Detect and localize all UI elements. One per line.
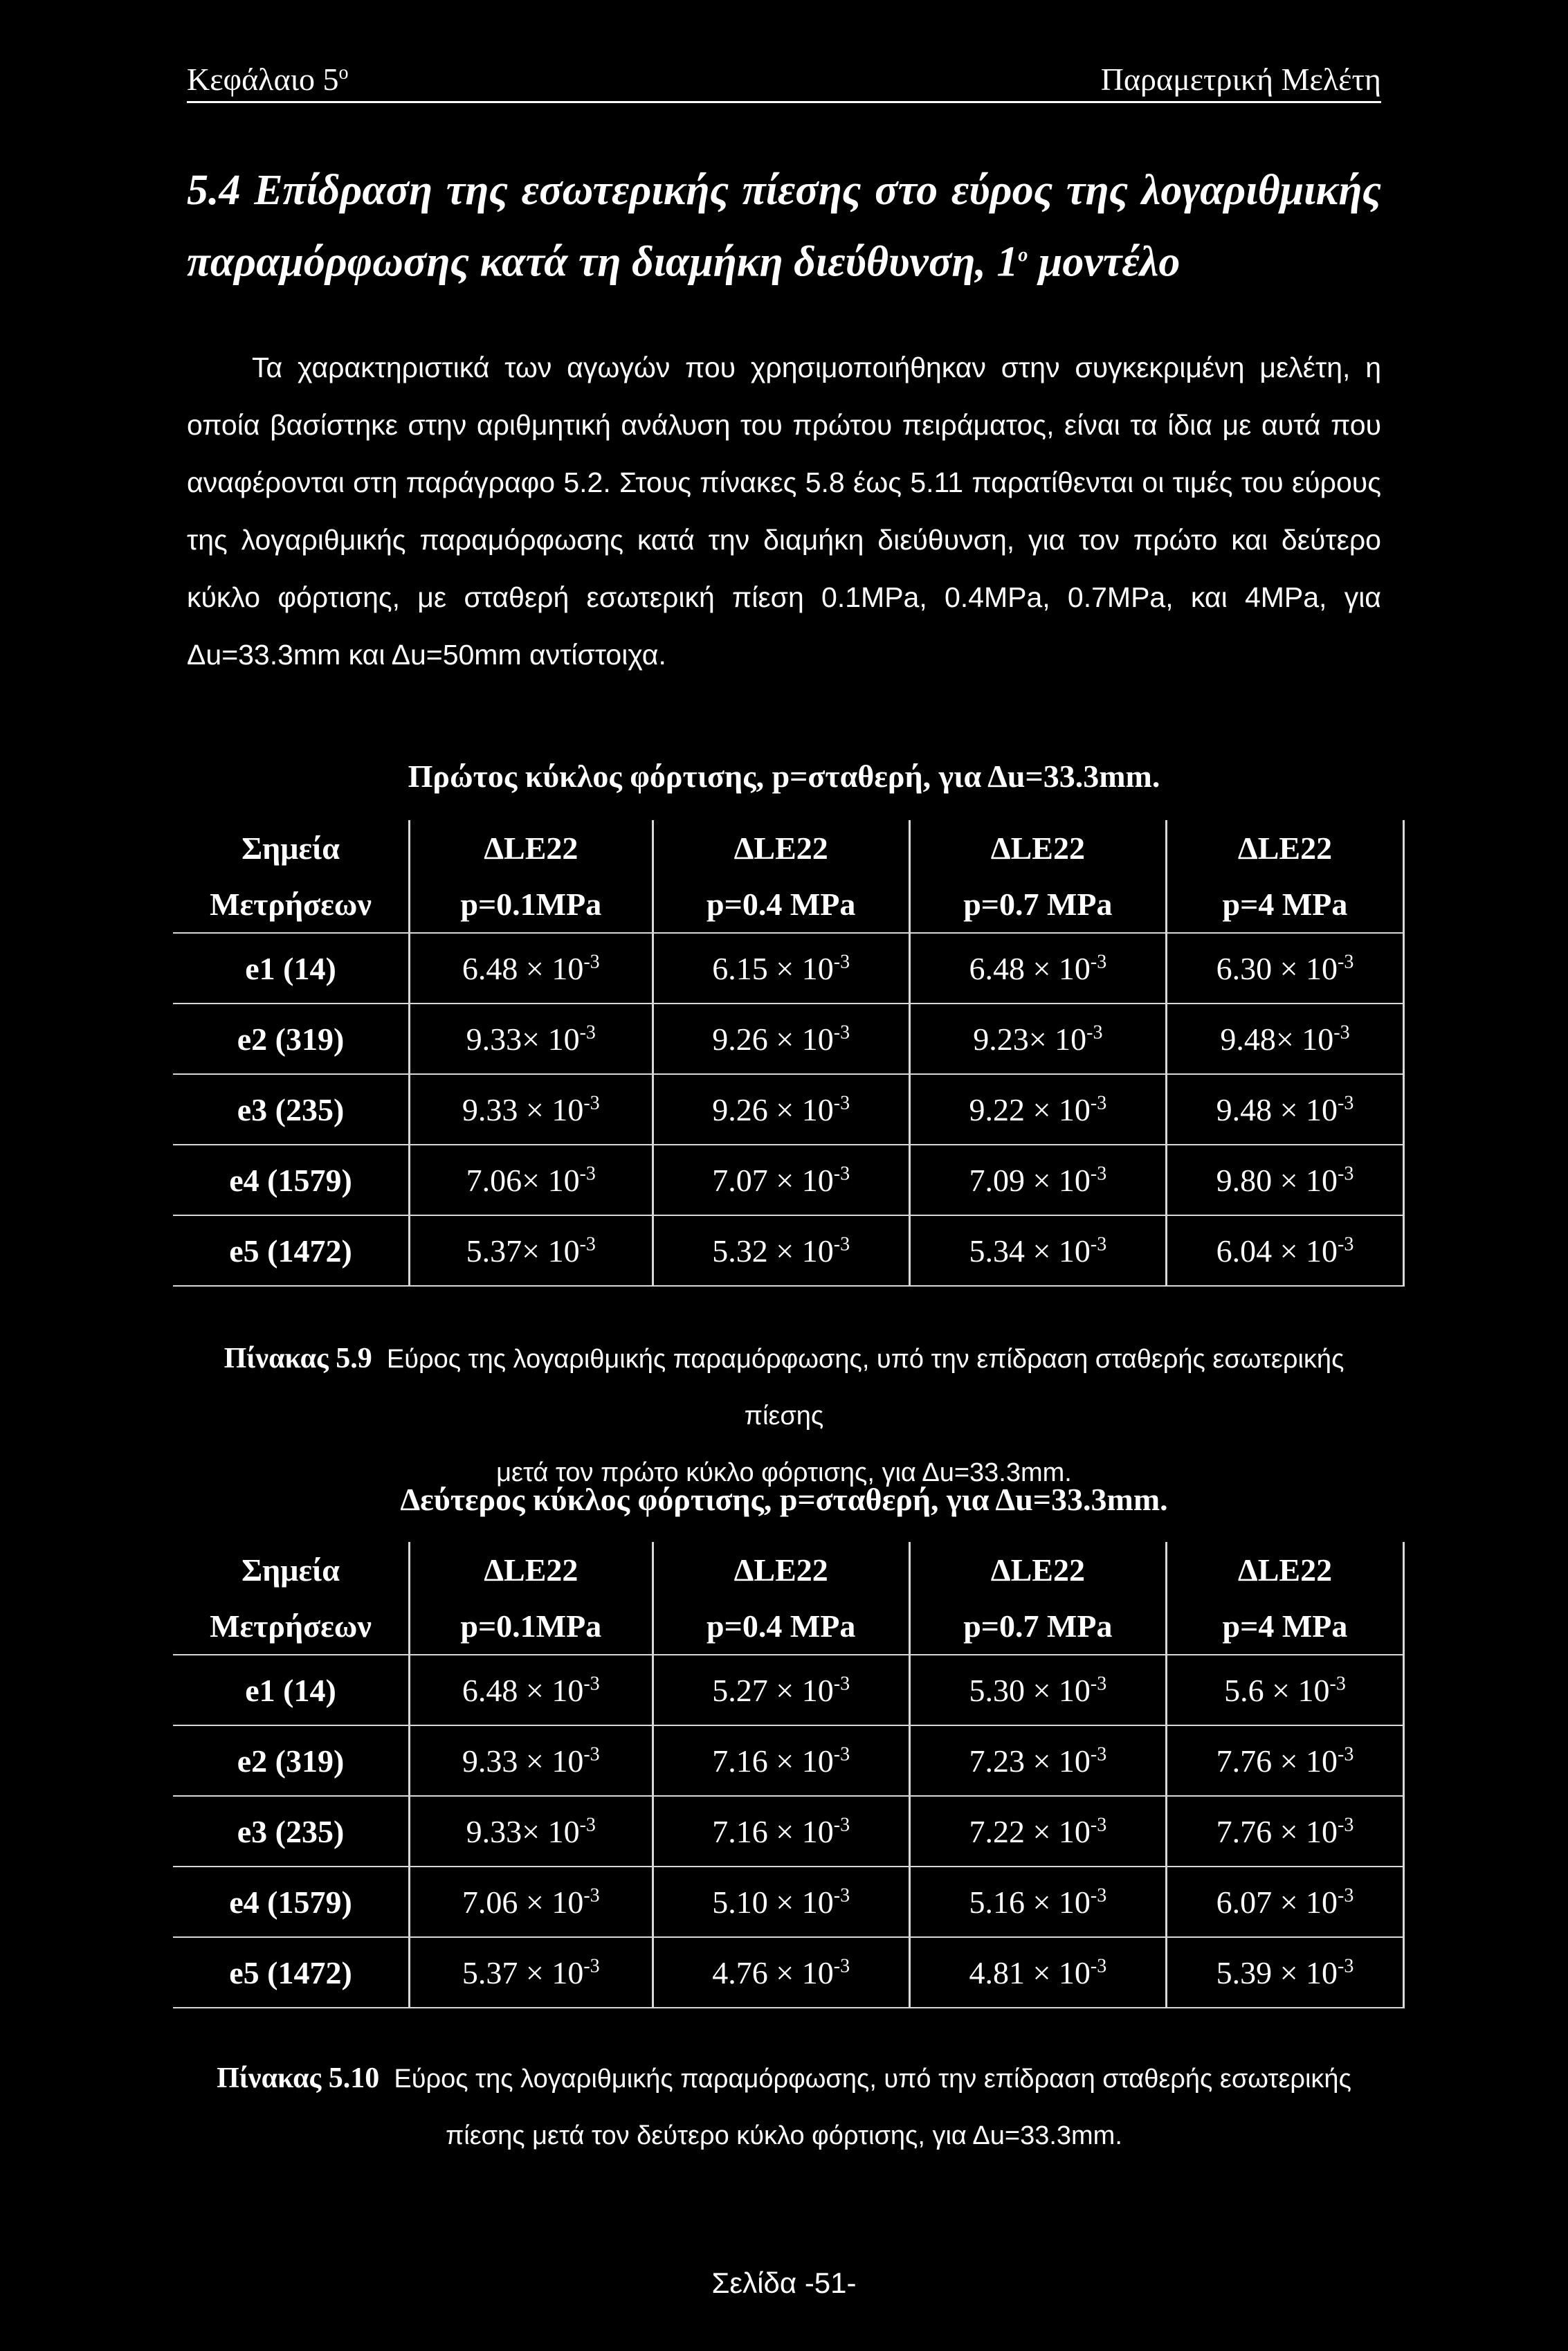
table2-point-cell: e2 (319) [173, 1725, 410, 1796]
table1-value-cell: $9.26 \times 10^{-3}$ [653, 1074, 909, 1145]
table2-point-cell: e1 (14) [173, 1655, 410, 1725]
table-row [173, 1867, 1404, 1937]
table1-head-cell: p=0.7 MPa [909, 876, 1166, 933]
table1 [173, 820, 1405, 1287]
table2-value-cell: $5.10 \times 10^{-3}$ [653, 1867, 909, 1937]
table2-value-cell: $5.27 \times 10^{-3}$ [653, 1655, 909, 1725]
table2-head-cell: ΔLE22 [653, 1542, 909, 1598]
table2-head-cell: p=0.1MPa [410, 1598, 653, 1655]
table2-title: Δεύτερος κύκλος φόρτισης, p=σταθερή, για Δu=33.3mm. [400, 1482, 1168, 1517]
table2-head-row-1 [173, 1542, 1404, 1598]
table1-head-cell: ΔLE22 [1166, 820, 1403, 876]
table1-title: Πρώτος κύκλος φόρτισης, p=σταθερή, για Δu=33.3mm. [408, 759, 1160, 794]
table1-value-cell: $9.23\times 10^{-3}$ [909, 1004, 1166, 1074]
table2-head-cell: ΔLE22 [410, 1542, 653, 1598]
table1-value-cell: $6.48 \times 10^{-3}$ [909, 933, 1166, 1004]
table2-value-cell: $5.16 \times 10^{-3}$ [909, 1867, 1166, 1937]
table2-value-cell: $5.37 \times 10^{-3}$ [410, 1937, 653, 2008]
body-text [187, 339, 1381, 684]
paragraph: Τα χαρακτηριστικά των αγωγών που χρησιμοποιήθηκαν στην συγκεκριμένη μελέτη, η οποία βασίστηκε στην αριθμητική ανάλυση του πρώτου πειράματος, είναι τα ίδια με αυτά που αναφέρονται στη παράγραφο 5.2. Στους πίνακες 5.8 έως 5.11 παρατίθενται οι τιμές του εύρους της λογαριθμικής παραμόρφωσης κατά την διαμήκη διεύθυνση, για τον πρώτο και δεύτερο κύκλο φόρτισης, με σταθερή εσωτερική πίεση 0.1MPa, 0.4MPa, 0.7MPa, και 4MPa, για Δu=33.3mm και Δu=50mm αντίστοιχα. [187, 352, 1381, 671]
table-row [173, 1655, 1404, 1725]
table1-value-cell: $6.04 \times 10^{-3}$ [1166, 1215, 1403, 1286]
table1-head-row-1 [173, 820, 1404, 876]
table2-caption-line-2: πίεσης μετά τον δεύτερο κύκλο φόρτισης, για Δu=33.3mm. [446, 2121, 1122, 2150]
table2-value-cell: $7.76 \times 10^{-3}$ [1166, 1725, 1403, 1796]
table2-caption-line-1: Πίνακας 5.10 Εύρος της λογαριθμικής παραμόρφωσης, υπό την επίδραση σταθερής εσωτερικής [217, 2062, 1351, 2094]
header-rule [187, 101, 1381, 103]
table2-value-cell: $6.48 \times 10^{-3}$ [410, 1655, 653, 1725]
table2-caption-label: Πίνακας 5.10 [217, 2062, 380, 2094]
table1-head-cell: ΔLE22 [653, 820, 909, 876]
table-row [173, 1074, 1404, 1145]
table2-head-cell: p=0.4 MPa [653, 1598, 909, 1655]
table2-value-cell: $9.33\times 10^{-3}$ [410, 1796, 653, 1867]
table2-point-cell: e5 (1472) [173, 1937, 410, 2008]
table1-value-cell: $7.07 \times 10^{-3}$ [653, 1145, 909, 1215]
table2-head-cell: p=0.7 MPa [909, 1598, 1166, 1655]
header-chapter: Κεφάλαιο $5^o$ [187, 62, 349, 97]
section-title: 5.4 Επίδραση της εσωτερικής πίεσης στο εύρος της λογαριθμικής παραμόρφωσης κατά τη διαμήκη διεύθυνση, $1^o$ μοντέλο [187, 167, 1381, 286]
table1-head-cell: p=0.1MPa [410, 876, 653, 933]
table1-point-cell: e5 (1472) [173, 1215, 410, 1286]
table2-head-cell: ΔLE22 [909, 1542, 1166, 1598]
table2-head-row-2 [173, 1598, 1404, 1655]
header-chapter-sup: ο [338, 62, 349, 84]
table1-point-cell: e3 (235) [173, 1074, 410, 1145]
table2 [173, 1542, 1405, 2008]
table2-head-cell: Μετρήσεων [173, 1598, 410, 1655]
table2-value-cell: $5.39 \times 10^{-3}$ [1166, 1937, 1403, 2008]
table-row [173, 933, 1404, 1004]
table2-value-cell: $7.23 \times 10^{-3}$ [909, 1725, 1166, 1796]
table1-point-cell: e4 (1579) [173, 1145, 410, 1215]
table1-caption [187, 1330, 1381, 1501]
table2-value-cell: $7.06 \times 10^{-3}$ [410, 1867, 653, 1937]
table1-value-cell: $6.15 \times 10^{-3}$ [653, 933, 909, 1004]
table1-point-cell: e2 (319) [173, 1004, 410, 1074]
table-row [173, 1145, 1404, 1215]
table2-value-cell: $7.22 \times 10^{-3}$ [909, 1796, 1166, 1867]
table1-value-cell: $5.32 \times 10^{-3}$ [653, 1215, 909, 1286]
table1-caption-line-1: Πίνακας 5.9 Εύρος της λογαριθμικής παραμόρφωσης, υπό την επίδραση σταθερής εσωτερικής πίεσης [224, 1343, 1344, 1431]
table2-value-cell: $7.16 \times 10^{-3}$ [653, 1725, 909, 1796]
table2-caption [187, 2050, 1381, 2164]
header-section: Παραμετρική Μελέτη [1100, 62, 1381, 97]
table1-value-cell: $9.22 \times 10^{-3}$ [909, 1074, 1166, 1145]
table1-caption-line-2: μετά τον πρώτο κύκλο φόρτισης, για Δu=33.3mm. [496, 1458, 1072, 1487]
table1-value-cell: $9.80 \times 10^{-3}$ [1166, 1145, 1403, 1215]
table1-value-cell: $9.33 \times 10^{-3}$ [410, 1074, 653, 1145]
table2-value-cell: $4.76 \times 10^{-3}$ [653, 1937, 909, 2008]
section-title-sup: ο [1018, 244, 1028, 266]
table1-head-cell: Μετρήσεων [173, 876, 410, 933]
table1-head-cell: ΔLE22 [909, 820, 1166, 876]
table1-head-cell: p=4 MPa [1166, 876, 1403, 933]
table-row [173, 1004, 1404, 1074]
table1-value-cell: $6.48 \times 10^{-3}$ [410, 933, 653, 1004]
table2-head-cell: p=4 MPa [1166, 1598, 1403, 1655]
table1-value-cell: $9.26 \times 10^{-3}$ [653, 1004, 909, 1074]
table-row [173, 1725, 1404, 1796]
table1-head-cell: Σημεία [241, 830, 340, 866]
table2-value-cell: $7.16 \times 10^{-3}$ [653, 1796, 909, 1867]
table1-caption-label: Πίνακας 5.9 [224, 1343, 372, 1374]
table2-point-cell: e3 (235) [173, 1796, 410, 1867]
table1-value-cell: $7.06\times 10^{-3}$ [410, 1145, 653, 1215]
table2-point-cell: e4 (1579) [173, 1867, 410, 1937]
table1-value-cell: $9.48\times 10^{-3}$ [1166, 1004, 1403, 1074]
table1-value-cell: $6.30 \times 10^{-3}$ [1166, 933, 1403, 1004]
table2-value-cell: $5.6 \times 10^{-3}$ [1166, 1655, 1403, 1725]
table1-point-cell: e1 (14) [173, 933, 410, 1004]
table1-value-cell: $7.09 \times 10^{-3}$ [909, 1145, 1166, 1215]
table1-head-row-2 [173, 876, 1404, 933]
table1-value-cell: $5.34 \times 10^{-3}$ [909, 1215, 1166, 1286]
table2-value-cell: $6.07 \times 10^{-3}$ [1166, 1867, 1403, 1937]
table1-head-cell: ΔLE22 [410, 820, 653, 876]
table2-head-cell: ΔLE22 [1166, 1542, 1403, 1598]
table-row [173, 1796, 1404, 1867]
table1-value-cell: $5.37\times 10^{-3}$ [410, 1215, 653, 1286]
table1-value-cell: $9.48 \times 10^{-3}$ [1166, 1074, 1403, 1145]
table2-value-cell: $9.33 \times 10^{-3}$ [410, 1725, 653, 1796]
table-row [173, 1937, 1404, 2008]
table2-head-cell: Σημεία [241, 1552, 340, 1588]
table1-value-cell: $9.33\times 10^{-3}$ [410, 1004, 653, 1074]
table2-value-cell: $4.81 \times 10^{-3}$ [909, 1937, 1166, 2008]
table2-value-cell: $7.76 \times 10^{-3}$ [1166, 1796, 1403, 1867]
table-row [173, 1215, 1404, 1286]
table1-head-cell: p=0.4 MPa [653, 876, 909, 933]
page-number: Σελίδα -51- [711, 2267, 857, 2299]
table2-value-cell: $5.30 \times 10^{-3}$ [909, 1655, 1166, 1725]
